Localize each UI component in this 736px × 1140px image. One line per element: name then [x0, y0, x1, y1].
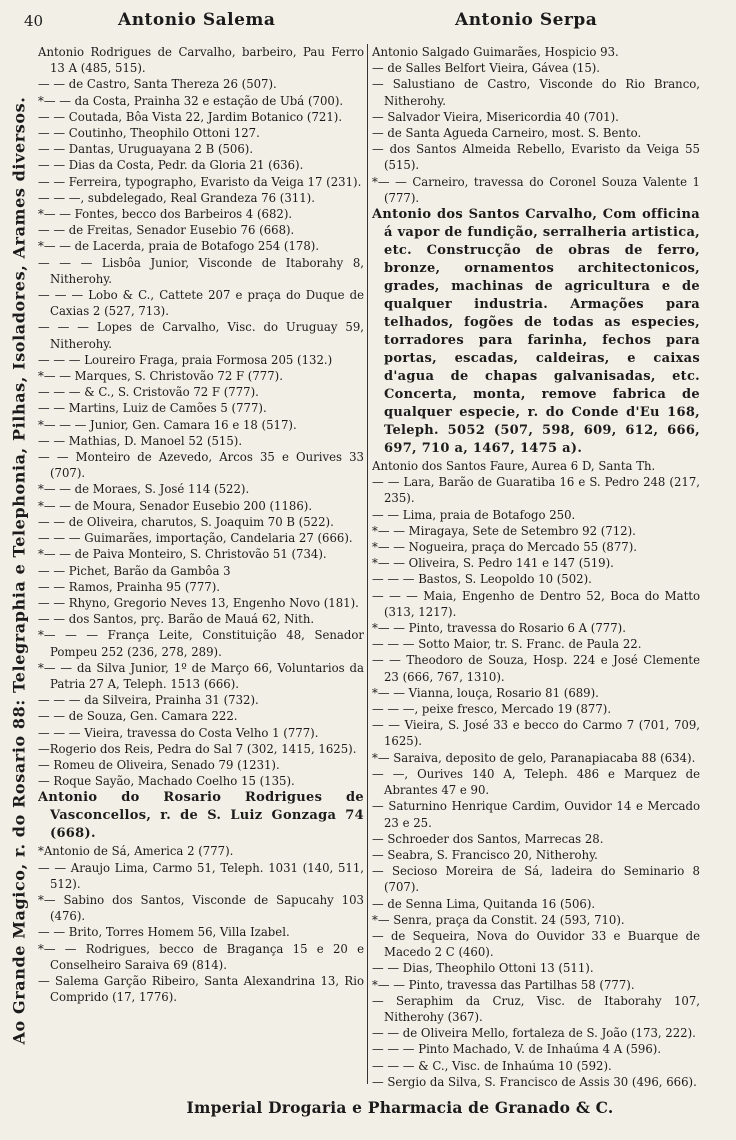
entry-text: *— — Nogueira, praça do Mercado 55 (877).: [372, 540, 638, 555]
entry-text: — — de Souza, Gen. Camara 222.: [38, 709, 238, 724]
left-column-entry: [38, 141, 364, 157]
right-column-entry: [372, 847, 700, 863]
entry-text: — — — & C., Visc. de Inhaúma 10 (592).: [372, 1058, 612, 1073]
entry-text: — — Rhyno, Gregorio Neves 13, Engenho Novo (181).: [38, 595, 359, 610]
entry-text: Antonio do Rosario Rodrigues de Vasconcellos, r. de S. Luiz Gonzaga 74 (668).: [38, 790, 364, 842]
right-column-entry: [372, 109, 700, 125]
entry-text: *— — Pinto, travessa do Rosario 6 A (777).: [372, 621, 626, 636]
entry-text: — — — Bastos, S. Leopoldo 10 (502).: [372, 572, 592, 587]
left-column-entry: [38, 692, 364, 708]
left-column-entry: [38, 222, 364, 238]
right-column-entry: [372, 588, 700, 620]
entry-text: — Salustiano de Castro, Visconde do Rio Branco, Nitherohy.: [372, 77, 700, 108]
entry-text: — — Monteiro de Azevedo, Arcos 35 e Ourives 33 (707).: [38, 450, 364, 481]
right-column-entry: [372, 174, 700, 206]
left-column-entry: [38, 563, 364, 579]
left-column-entry: [38, 319, 364, 351]
entry-text: — — de Freitas, Senador Eusebio 76 (668).: [38, 223, 295, 238]
right-column-entry: [372, 896, 700, 912]
left-column-entry: [38, 352, 364, 368]
left-column-entry: [38, 384, 364, 400]
right-column-entry: [372, 798, 700, 830]
right-column-entry: [372, 928, 700, 960]
entry-text: — — Ferreira, typographo, Evaristo da Veiga 17 (231).: [38, 174, 362, 189]
right-column-entry: [372, 1058, 700, 1074]
entry-text: — — — Lopes de Carvalho, Visc. do Uruguay 59, Nitherohy.: [38, 320, 364, 351]
right-column-entry: [372, 474, 700, 506]
entry-text: — — de Castro, Santa Thereza 26 (507).: [38, 77, 277, 92]
left-column-entry: [38, 773, 364, 789]
left-column-entry: [38, 417, 364, 433]
entry-text: — — — Pinto Machado, V. de Inhaúma 4 A (596).: [372, 1042, 662, 1057]
entry-text: *— — Miragaya, Sete de Setembro 92 (712).: [372, 523, 636, 538]
entry-text: — Salema Garção Ribeiro, Santa Alexandrina 13, Rio Comprido (17, 1776).: [38, 973, 364, 1005]
entry-text: *— — Fontes, becco dos Barbeiros 4 (682).: [38, 207, 293, 222]
left-column-entry: [38, 238, 364, 254]
right-column-entry: [372, 912, 700, 928]
right-column-entry: [372, 685, 700, 701]
running-head-right: Antonio Serpa: [455, 10, 598, 30]
entry-text: — — Coutada, Bôa Vista 22, Jardim Botanico (721).: [38, 109, 343, 124]
entry-text: — — Theodoro de Souza, Hosp. 224 e José Clemente 23 (666, 767, 1310).: [372, 653, 700, 684]
entry-text: — — Mathias, D. Manoel 52 (515).: [38, 433, 243, 448]
left-column-entry: [38, 514, 364, 530]
left-column-entry: [38, 973, 364, 1005]
right-column-entry: [372, 60, 700, 76]
left-column-entry: [38, 860, 364, 892]
left-column-entry: [38, 725, 364, 741]
entry-text: — — de Oliveira, charutos, S. Joaquim 70 B (522).: [38, 514, 334, 529]
left-column-entry: [38, 498, 364, 514]
entry-text: *Antonio de Sá, America 2 (777).: [38, 844, 234, 859]
entry-text: — — —, subdelegado, Real Grandeza 76 (311).: [38, 190, 315, 205]
entry-text: — —, Ourives 140 A, Teleph. 486 e Marquez de Abrantes 47 e 90.: [372, 766, 700, 798]
right-column-entry: [372, 977, 700, 993]
right-column-entry: [372, 1041, 700, 1057]
entry-text: — Saturnino Henrique Cardim, Ouvidor 14 e Mercado 23 e 25.: [372, 799, 700, 830]
left-column-entry: [38, 843, 364, 859]
entry-text: — Schroeder dos Santos, Marrecas 28.: [372, 831, 604, 846]
entry-text: — Salvador Vieira, Misericordia 40 (701).: [372, 109, 619, 124]
left-column-entry: [38, 546, 364, 562]
entry-text: — — Coutinho, Theophilo Ottoni 127.: [38, 126, 260, 141]
right-column-entry: [372, 44, 700, 60]
entry-text: — — — Lobo & C., Cattete 207 e praça do Duque de Caxias 2 (527, 713).: [38, 288, 364, 319]
entry-text: *— — — Junior, Gen. Camara 16 e 18 (517).: [38, 417, 297, 432]
entry-text: — — — & C., S. Cristovão 72 F (777).: [38, 385, 259, 400]
right-column-entry: [372, 750, 700, 766]
right-column-entry: [372, 523, 700, 539]
entry-text: — — — Vieira, travessa do Costa Velho 1 (777).: [38, 725, 319, 740]
entry-text: — — Araujo Lima, Carmo 51, Teleph. 1031 (140, 511, 512).: [38, 860, 364, 891]
entry-text: — Seraphim da Cruz, Visc. de Itaborahy 107, Nitherohy (367).: [372, 993, 700, 1024]
left-column-entry: [38, 611, 364, 627]
entry-text: — — — da Silveira, Prainha 31 (732).: [38, 693, 259, 708]
entry-text: *— — de Moura, Senador Eusebio 200 (1186).: [38, 498, 313, 513]
entry-text: — Romeu de Oliveira, Senado 79 (1231).: [38, 757, 280, 772]
right-column-entry: [372, 555, 700, 571]
right-column-entry: [372, 831, 700, 847]
left-column-entry: [38, 93, 364, 109]
entry-text: *— — da Costa, Prainha 32 e estação de Ubá (700).: [38, 93, 344, 108]
left-column-entry: [38, 708, 364, 724]
right-column-entry: [372, 993, 700, 1025]
entry-text: — — Brito, Torres Homem 56, Villa Izabel.: [38, 925, 290, 940]
right-column-entry: [372, 125, 700, 141]
entry-text: — — dos Santos, prç. Barão de Mauá 62, Nith.: [38, 612, 315, 627]
left-column-entry: [38, 190, 364, 206]
entry-text: — — Pichet, Barão da Gambôa 3: [38, 563, 231, 578]
left-column-entry: [38, 174, 364, 190]
entry-text: *— — Marques, S. Christovão 72 F (777).: [38, 369, 283, 384]
right-column: [372, 44, 700, 1089]
entry-text: — — de Oliveira Mello, fortaleza de S. João (173, 222).: [372, 1026, 696, 1041]
right-column-entry: [372, 636, 700, 652]
left-column-entry: [38, 530, 364, 546]
left-column-entry: [38, 595, 364, 611]
left-column-entry: [38, 400, 364, 416]
left-column-entry: [38, 255, 364, 287]
entry-text: *— Senra, praça da Constit. 24 (593, 710).: [372, 912, 625, 927]
entry-text: *— — de Paiva Monteiro, S. Christovão 51 (734).: [38, 547, 327, 562]
entry-text: *— — Pinto, travessa das Partilhas 58 (777).: [372, 977, 635, 992]
entry-text: — dos Santos Almeida Rebello, Evaristo da Veiga 55 (515).: [372, 142, 700, 173]
entry-text: — — Dias, Theophilo Ottoni 13 (511).: [372, 961, 594, 976]
right-column-entry: [372, 766, 700, 798]
entry-text: — Sergio da Silva, S. Francisco de Assis 30 (496, 666).: [372, 1074, 697, 1089]
entry-text: — — Lara, Barão de Guaratiba 16 e S. Pedro 248 (217, 235).: [372, 475, 700, 506]
entry-text: — — Martins, Luiz de Camões 5 (777).: [38, 401, 267, 416]
right-column-entry: [372, 701, 700, 717]
entry-text: *— Saraiva, deposito de gelo, Paranapiacaba 88 (634).: [372, 750, 696, 765]
entry-text: Antonio dos Santos Carvalho, Com officina á vapor de fundição, serralheria artistica, etc. Construcção de obras de ferro, bronze, ornamentos architectonicos, grades, machinas de agricultura e de qualquer industria. Armações para telhados, fogões de todas as especies, torradores para farinha, fechos para portas, escadas, caldeiras, e caixas d'agua de chapas galvanisadas, etc. Concerta, monta, remove fabrica de qualquer especie, r. do Conde d'Eu 168, Teleph. 5052 (507, 598, 609, 612, 666, 697, 710 a, 1467, 1475 a).: [372, 207, 700, 457]
entry-text: — Secioso Moreira de Sá, ladeira do Seminario 8 (707).: [372, 864, 700, 895]
right-column-entry: [372, 620, 700, 636]
left-column-entry: [38, 579, 364, 595]
right-column-entry: [372, 717, 700, 749]
entry-text: — — Dias da Costa, Pedr. da Gloria 21 (636).: [38, 158, 304, 173]
left-column-entry: [38, 206, 364, 222]
right-column-entry: [372, 652, 700, 684]
entry-text: *— — Rodrigues, becco de Bragança 15 e 20 e Conselheiro Saraiva 69 (814).: [38, 941, 364, 972]
right-column-entry: [372, 206, 700, 458]
entry-text: —Rogerio dos Reis, Pedra do Sal 7 (302, 1415, 1625).: [38, 741, 357, 756]
entry-text: *— — da Silva Junior, 1º de Março 66, Voluntarios da Patria 27 A, Teleph. 1513 (666).: [38, 660, 364, 691]
entry-text: *— — Vianna, louça, Rosario 81 (689).: [372, 685, 599, 700]
right-column-entry: [372, 458, 700, 474]
left-column-entry: [38, 757, 364, 773]
entry-text: — de Sequeira, Nova do Ouvidor 33 e Buarque de Macedo 2 C (460).: [372, 928, 700, 960]
entry-text: — de Senna Lima, Quitanda 16 (506).: [372, 896, 596, 911]
entry-text: — de Salles Belfort Vieira, Gávea (15).: [372, 61, 601, 76]
running-head-left: Antonio Salema: [118, 10, 276, 30]
entry-text: — — — Guimarães, importação, Candelaria 27 (666).: [38, 531, 353, 546]
left-column-entry: [38, 924, 364, 940]
left-column: [38, 44, 364, 1089]
entry-text: Antonio Salgado Guimarães, Hospicio 93.: [372, 45, 619, 59]
right-column-entry: [372, 76, 700, 108]
right-column-entry: [372, 960, 700, 976]
left-column-entry: [38, 892, 364, 924]
entry-text: *— Sabino dos Santos, Visconde de Sapucahy 103 (476).: [38, 892, 364, 924]
right-column-entry: [372, 571, 700, 587]
left-column-entry: [38, 157, 364, 173]
right-column-entry: [372, 539, 700, 555]
entry-text: — de Santa Agueda Carneiro, most. S. Bento.: [372, 126, 642, 141]
left-column-entry: [38, 660, 364, 692]
entry-text: — — Dantas, Uruguayana 2 B (506).: [38, 142, 254, 157]
side-advertisement: [2, 20, 36, 1120]
left-column-entry: [38, 789, 364, 843]
entry-text: — — Ramos, Prainha 95 (777).: [38, 579, 221, 594]
entry-text: — — — Lisbôa Junior, Visconde de Itaborahy 8, Nitherohy.: [38, 255, 364, 286]
left-column-entry: [38, 368, 364, 384]
left-column-entry: [38, 481, 364, 497]
left-column-entry: [38, 109, 364, 125]
column-divider: [367, 44, 368, 1084]
right-column-entry: [372, 1074, 700, 1089]
entry-text: — Seabra, S. Francisco 20, Nitherohy.: [372, 847, 598, 862]
entry-text: *— — Oliveira, S. Pedro 141 e 147 (519).: [372, 556, 614, 571]
right-column-entry: [372, 1025, 700, 1041]
right-column-entry: [372, 141, 700, 173]
left-column-entry: [38, 287, 364, 319]
entry-text: Antonio Rodrigues de Carvalho, barbeiro, Pau Ferro 13 A (485, 515).: [38, 45, 364, 76]
entry-text: — Roque Sayão, Machado Coelho 15 (135).: [38, 774, 295, 789]
left-column-entry: [38, 741, 364, 757]
entry-text: *— — — França Leite, Constituição 48, Senador Pompeu 252 (236, 278, 289).: [38, 628, 364, 659]
footer-advertisement: Imperial Drogaria e Pharmacia de Granado & C.: [186, 1098, 614, 1117]
left-column-entry: [38, 44, 364, 76]
entry-text: — — — Loureiro Fraga, praia Formosa 205 (132.): [38, 352, 333, 367]
right-column-entry: [372, 507, 700, 523]
left-column-entry: [38, 125, 364, 141]
entry-text: *— — de Lacerda, praia de Botafogo 254 (178).: [38, 239, 320, 254]
entry-text: *— — Carneiro, travessa do Coronel Souza Valente 1 (777).: [372, 174, 700, 205]
left-column-entry: [38, 76, 364, 92]
right-column-entry: [372, 863, 700, 895]
entry-text: Antonio dos Santos Faure, Aurea 6 D, Santa Th.: [372, 459, 656, 474]
left-column-entry: [38, 449, 364, 481]
entry-text: — — —, peixe fresco, Mercado 19 (877).: [372, 702, 612, 717]
left-column-entry: [38, 941, 364, 973]
entry-text: — — Vieira, S. José 33 e becco do Carmo 7 (701, 709, 1625).: [372, 718, 700, 749]
page-number: 40: [24, 12, 44, 30]
entry-text: — — Lima, praia de Botafogo 250.: [372, 507, 576, 522]
side-advertisement-text: Ao Grande Magico, r. do Rosario 88: Telegraphia e Telephonia, Pilhas, Isoladores, Arames diversos.: [9, 96, 29, 1044]
left-column-entry: [38, 627, 364, 659]
left-column-entry: [38, 433, 364, 449]
entry-text: *— — de Moraes, S. José 114 (522).: [38, 482, 250, 497]
entry-text: — — — Maia, Engenho de Dentro 52, Boca do Matto (313, 1217).: [372, 588, 700, 619]
entry-text: — — — Sotto Maior, tr. S. Franc. de Paula 22.: [372, 637, 642, 652]
